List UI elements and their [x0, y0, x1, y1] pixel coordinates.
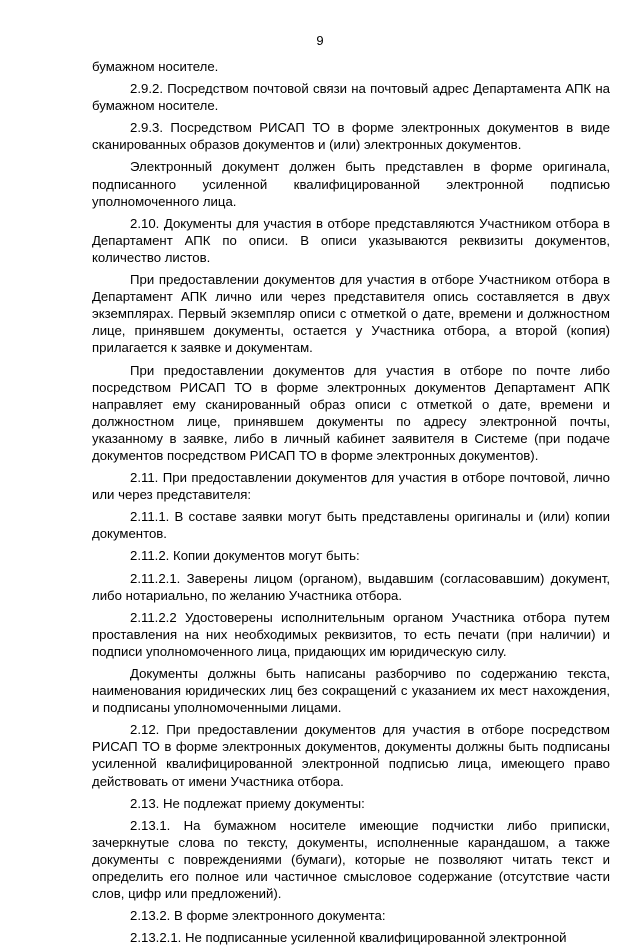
paragraph: Электронный документ должен быть представлен в форме оригинала, подписанного усиленной квалифицированной электронной подписью уполномоченного лица.: [92, 159, 610, 209]
paragraph: 2.11.2.2 Удостоверены исполнительным органом Участника отбора путем проставления на них необходимых реквизитов, то есть печати (при наличии) и подписи уполномоченного лица, придающих им юридическую силу.: [92, 609, 610, 659]
paragraph: 2.11.2.1. Заверены лицом (органом), выдавшим (согласовавшим) документ, либо нотариально, по желанию Участника отбора.: [92, 570, 610, 603]
paragraph: При предоставлении документов для участия в отборе по почте либо посредством РИСАП ТО в форме электронных документов Департамент АПК направляет ему сканированный образ описи с отметкой о дате, времени и должностном лице, принявшем документы по адресу электронной почты, указанному в заявке, либо в личный кабинет заявителя в Системе (при подаче документов посредством РИСАП ТО в форме электронных документов).: [92, 362, 610, 463]
paragraph: 2.11.1. В составе заявки могут быть представлены оригиналы и (или) копии документов.: [92, 509, 610, 542]
paragraph: 2.11. При предоставлении документов для участия в отборе почтовой, лично или через представителя:: [92, 470, 610, 503]
paragraph: 2.10. Документы для участия в отборе представляются Участником отбора в Департамент АПК по описи. В описи указываются реквизиты документов, количество листов.: [92, 215, 610, 265]
paragraph: При предоставлении документов для участия в отборе Участником отбора в Департамент АПК лично или через представителя опись составляется в двух экземплярах. Первый экземпляр описи с отметкой о дате, времени и должностном лице, принявшем документы, остается у Участника отбора, а второй (копия) прилагается к заявке и документам.: [92, 272, 610, 356]
paragraph: 2.13.2.1. Не подписанные усиленной квалифицированной электронной: [130, 930, 567, 946]
paragraph: 2.11.2. Копии документов могут быть:: [130, 548, 360, 564]
document-body: [92, 58, 610, 951]
paragraph: 2.9.3. Посредством РИСАП ТО в форме электронных документов в виде сканированных образов документов и (или) электронных документов.: [92, 120, 610, 153]
paragraph: 2.13.1. На бумажном носителе имеющие подчистки либо приписки, зачеркнутые слова по тексту, документы, исполненные карандашом, а также документы с повреждениями (бумаги), которые не позволяют читать текст и определить его полное или частичное смысловое содержание (отсутствие части слов, цифр или предложений).: [92, 817, 610, 902]
paragraph: бумажном носителе.: [92, 59, 219, 74]
paragraph: 2.13. Не подлежат приему документы:: [130, 795, 365, 811]
paragraph: 2.9.2. Посредством почтовой связи на почтовый адрес Департамента АПК на бумажном носителе.: [92, 81, 610, 114]
paragraph: 2.13.2. В форме электронного документа:: [130, 908, 386, 924]
paragraph: 2.12. При предоставлении документов для участия в отборе посредством РИСАП ТО в форме электронных документов, документы должны быть подписаны усиленной квалифицированной электронной подписью лица, имеющего право действовать от имени Участника отбора.: [92, 722, 610, 789]
paragraph: Документы должны быть написаны разборчиво по содержанию текста, наименования юридических лиц без сокращений с указанием их мест нахождения, и подписаны уполномоченными лицами.: [92, 666, 610, 716]
page-number: 9: [316, 33, 324, 48]
